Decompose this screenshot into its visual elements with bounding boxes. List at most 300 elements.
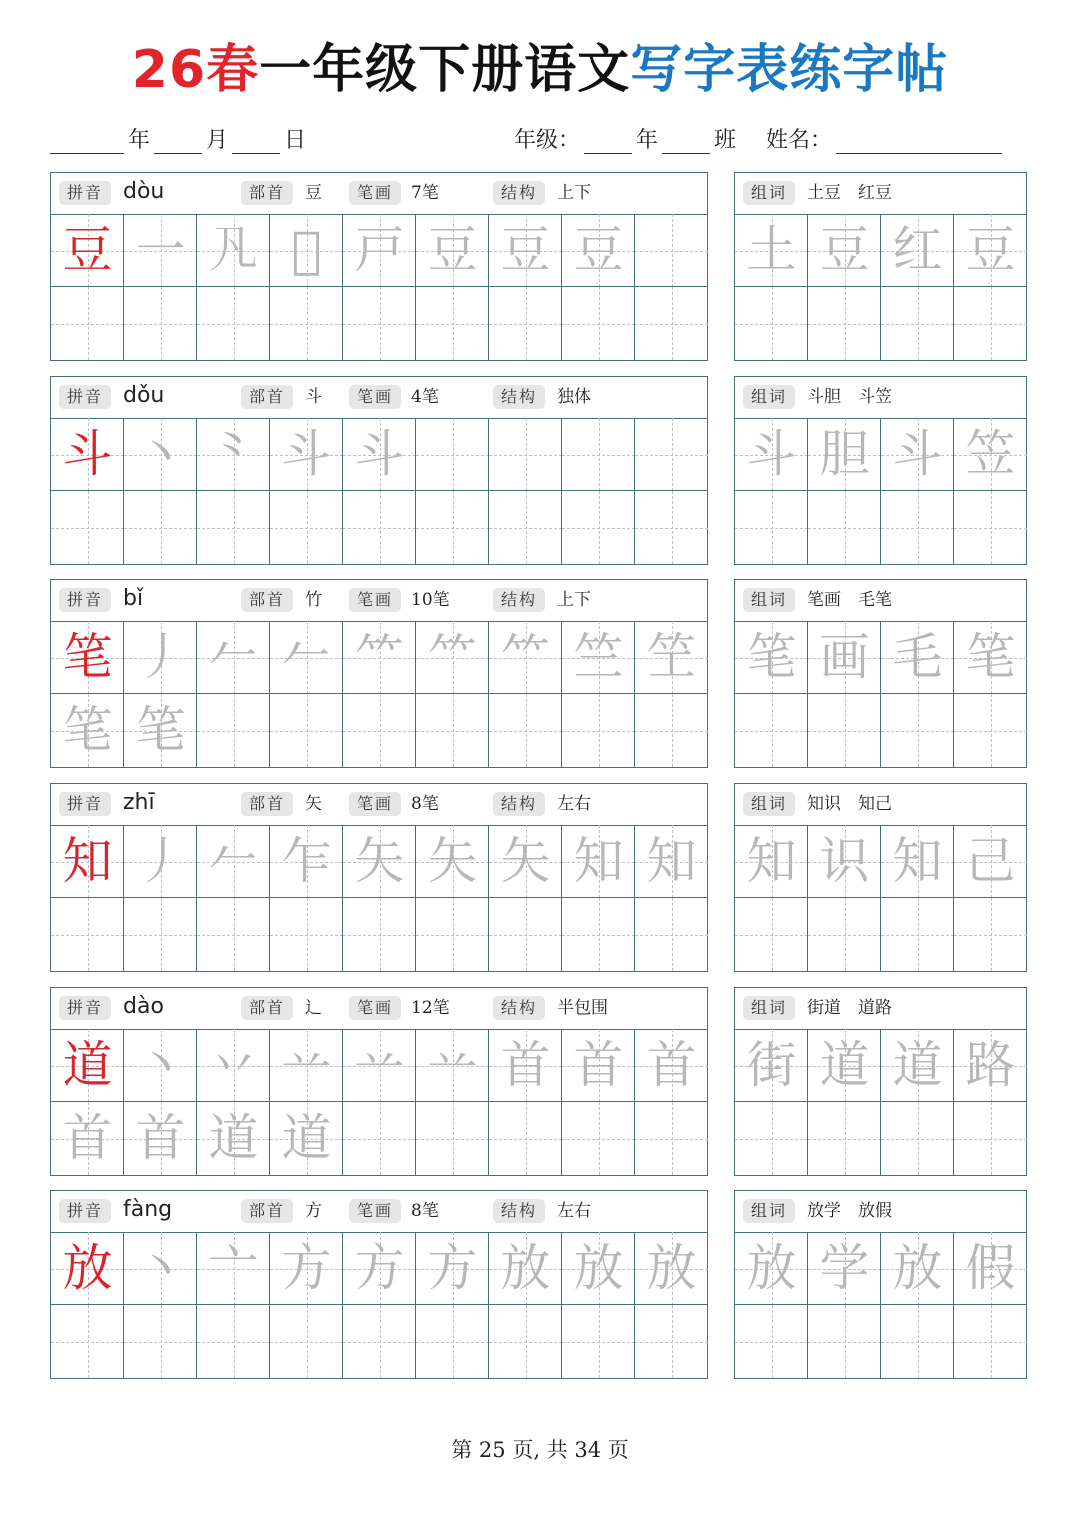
writing-cell[interactable] (954, 621, 1027, 694)
writing-cell[interactable] (562, 1232, 635, 1305)
writing-cell[interactable] (343, 287, 416, 360)
writing-cell[interactable] (197, 621, 270, 694)
writing-cell[interactable] (735, 694, 808, 767)
word-character: 豆 (819, 221, 870, 279)
date-line (50, 118, 306, 154)
writing-cell[interactable] (197, 418, 270, 491)
writing-cell[interactable] (808, 287, 881, 360)
structure-value: 左右 (557, 1201, 591, 1221)
writing-cell[interactable] (51, 1102, 124, 1175)
writing-cell[interactable] (416, 825, 489, 898)
writing-cell[interactable] (416, 1232, 489, 1305)
writing-cell[interactable] (124, 694, 197, 767)
writing-cell[interactable] (489, 621, 562, 694)
writing-cell[interactable] (416, 694, 489, 767)
writing-cell[interactable] (735, 898, 808, 971)
writing-cell[interactable] (562, 214, 635, 287)
writing-cell[interactable] (635, 825, 708, 898)
writing-cell[interactable] (124, 491, 197, 564)
stroke-order-step: 豆 (573, 221, 624, 279)
structure-tag: 结构 (493, 385, 545, 409)
writing-cell[interactable] (635, 1029, 708, 1102)
writing-cell[interactable] (881, 1232, 954, 1305)
character-section (50, 987, 1027, 1176)
writing-cell[interactable] (416, 621, 489, 694)
pinyin-tag: 拼音 (59, 1199, 111, 1223)
writing-cell[interactable] (489, 1305, 562, 1378)
word-header (735, 1191, 1026, 1233)
radical-tag: 部首 (241, 385, 293, 409)
writing-cell[interactable] (808, 491, 881, 564)
writing-cell[interactable] (51, 214, 124, 287)
writing-cell[interactable] (124, 418, 197, 491)
writing-cell[interactable] (416, 491, 489, 564)
writing-cell[interactable] (270, 491, 343, 564)
stroke-order-step: 丷 (208, 1036, 259, 1094)
writing-cell[interactable] (635, 1102, 708, 1175)
pinyin-value: dòu (123, 179, 165, 204)
writing-cell[interactable] (954, 214, 1027, 287)
writing-cell[interactable] (270, 287, 343, 360)
writing-cell[interactable] (489, 287, 562, 360)
stroke-order-step: 丿 (135, 832, 186, 890)
writing-cell[interactable] (343, 491, 416, 564)
writing-cell[interactable] (954, 825, 1027, 898)
radical-value: 斗 (305, 387, 322, 407)
writing-cell[interactable] (881, 1102, 954, 1175)
writing-cell[interactable] (343, 418, 416, 491)
writing-cell[interactable] (808, 1305, 881, 1378)
writing-cell[interactable] (735, 214, 808, 287)
model-character: 放 (62, 1239, 113, 1297)
writing-cell[interactable] (881, 898, 954, 971)
writing-cell[interactable] (343, 1305, 416, 1378)
writing-cell[interactable] (562, 491, 635, 564)
writing-cell[interactable] (954, 287, 1027, 360)
stroke-order-step: 丿 (135, 628, 186, 686)
pinyin-tag: 拼音 (59, 181, 111, 205)
words-tag: 组词 (743, 1199, 795, 1223)
writing-cell[interactable] (881, 214, 954, 287)
words-tag: 组词 (743, 385, 795, 409)
structure-value: 上下 (557, 590, 591, 610)
character-info-header (51, 988, 707, 1030)
writing-cell[interactable] (197, 1029, 270, 1102)
structure-value: 左右 (557, 794, 591, 814)
stroke-order-step: 豆 (427, 221, 478, 279)
page-title (0, 34, 1080, 106)
stroke-order-step: 笔 (62, 701, 113, 759)
word-character: 豆 (965, 221, 1016, 279)
writing-cell[interactable] (489, 418, 562, 491)
writing-cell[interactable] (343, 1102, 416, 1175)
pinyin-tag: 拼音 (59, 996, 111, 1020)
writing-cell[interactable] (51, 694, 124, 767)
writing-cell[interactable] (51, 287, 124, 360)
writing-cell[interactable] (562, 898, 635, 971)
stroke-order-step: 一 (135, 221, 186, 279)
day-blank[interactable] (232, 127, 280, 154)
stroke-order-step: 豆 (500, 221, 551, 279)
radical-value: 豆 (305, 183, 322, 203)
writing-cell[interactable] (635, 214, 708, 287)
writing-cell[interactable] (343, 825, 416, 898)
pinyin-value: dǒu (123, 383, 165, 408)
writing-cell[interactable] (51, 1232, 124, 1305)
pinyin-tag: 拼音 (59, 385, 111, 409)
word-character: 斗 (892, 425, 943, 483)
stroke-order-step: 笔 (135, 701, 186, 759)
structure-tag: 结构 (493, 181, 545, 205)
model-character: 笔 (62, 628, 113, 686)
writing-cell[interactable] (562, 694, 635, 767)
model-character: 道 (62, 1036, 113, 1094)
strokes-value: 10笔 (411, 590, 450, 610)
writing-cell[interactable] (954, 1232, 1027, 1305)
strokes-value: 8笔 (411, 794, 439, 814)
stroke-order-step: 笁 (646, 628, 697, 686)
writing-cell[interactable] (343, 621, 416, 694)
writing-cell[interactable] (270, 825, 343, 898)
word-character: 识 (819, 832, 870, 890)
writing-cell[interactable] (808, 418, 881, 491)
writing-cell[interactable] (197, 491, 270, 564)
writing-cell[interactable] (954, 491, 1027, 564)
writing-cell[interactable] (51, 418, 124, 491)
grade-label: 年级： (514, 128, 581, 153)
stroke-order-step: ⺮ (354, 628, 405, 686)
title-part-1: 26春 (131, 40, 260, 100)
stroke-order-step: ⺮ (500, 628, 551, 686)
writing-cell[interactable] (51, 491, 124, 564)
writing-cell[interactable] (343, 694, 416, 767)
pinyin-tag: 拼音 (59, 792, 111, 816)
word-header (735, 988, 1026, 1030)
writing-cell[interactable] (124, 621, 197, 694)
grid-line (561, 418, 562, 564)
radical-value: 竹 (305, 590, 322, 610)
writing-cell[interactable] (881, 621, 954, 694)
writing-cell[interactable] (808, 1102, 881, 1175)
writing-cell[interactable] (489, 214, 562, 287)
strokes-value: 7笔 (411, 183, 439, 203)
writing-cell[interactable] (562, 287, 635, 360)
stroke-order-step: 首 (135, 1109, 186, 1167)
word-header (735, 173, 1026, 215)
words-tag: 组词 (743, 588, 795, 612)
writing-cell[interactable] (735, 491, 808, 564)
stroke-order-step: 丶 (135, 1239, 186, 1297)
writing-cell[interactable] (489, 1232, 562, 1305)
writing-cell[interactable] (124, 1102, 197, 1175)
writing-cell[interactable] (489, 491, 562, 564)
strokes-tag: 笔画 (349, 385, 401, 409)
character-section (50, 579, 1027, 768)
stroke-order-step: 𠃧 (291, 221, 322, 279)
word-practice-panel (734, 579, 1027, 768)
writing-cell[interactable] (270, 418, 343, 491)
model-character: 知 (62, 832, 113, 890)
radical-tag: 部首 (241, 1199, 293, 1223)
stroke-order-step: 乍 (281, 832, 332, 890)
word-practice-panel (734, 1190, 1027, 1379)
writing-cell[interactable] (635, 491, 708, 564)
writing-cell[interactable] (270, 214, 343, 287)
stroke-order-step: 竺 (573, 628, 624, 686)
writing-cell[interactable] (197, 1102, 270, 1175)
month-blank[interactable] (154, 127, 202, 154)
writing-cell[interactable] (954, 418, 1027, 491)
writing-cell[interactable] (881, 694, 954, 767)
writing-cell[interactable] (197, 287, 270, 360)
writing-cell[interactable] (808, 1029, 881, 1102)
stroke-order-step: 方 (354, 1239, 405, 1297)
writing-cell[interactable] (881, 1305, 954, 1378)
writing-cell[interactable] (197, 825, 270, 898)
grid-line (634, 418, 635, 564)
writing-cell[interactable] (270, 694, 343, 767)
structure-tag: 结构 (493, 996, 545, 1020)
stroke-order-step: 放 (573, 1239, 624, 1297)
strokes-value: 8笔 (411, 1201, 439, 1221)
writing-cell[interactable] (881, 825, 954, 898)
stroke-order-step: 首 (646, 1036, 697, 1094)
stroke-order-step: 知 (573, 832, 624, 890)
month-label: 月 (206, 128, 229, 153)
day-label: 日 (284, 128, 307, 153)
writing-cell[interactable] (735, 1102, 808, 1175)
stroke-order-step: 矢 (427, 832, 478, 890)
student-line (514, 118, 1006, 154)
word-character: 土 (746, 221, 797, 279)
strokes-tag: 笔画 (349, 1199, 401, 1223)
stroke-order-step: ⺮ (427, 628, 478, 686)
stroke-order-step: 知 (646, 832, 697, 890)
stroke-order-step: 𠂉 (208, 628, 259, 686)
writing-cell[interactable] (197, 898, 270, 971)
strokes-tag: 笔画 (349, 996, 401, 1020)
words-value: 土豆 红豆 (807, 183, 892, 203)
writing-cell[interactable] (881, 491, 954, 564)
grade-year-label: 年 (636, 128, 659, 153)
writing-cell[interactable] (124, 1029, 197, 1102)
character-info-header (51, 173, 707, 215)
structure-value: 上下 (557, 183, 591, 203)
word-header (735, 580, 1026, 622)
words-value: 知识 知己 (807, 794, 892, 814)
writing-cell[interactable] (197, 694, 270, 767)
writing-cell[interactable] (808, 1232, 881, 1305)
stroke-order-step: 首 (573, 1036, 624, 1094)
writing-cell[interactable] (489, 1029, 562, 1102)
grade-blank[interactable] (584, 127, 632, 154)
model-character: 斗 (62, 425, 113, 483)
name-blank[interactable] (836, 127, 1002, 154)
writing-cell[interactable] (270, 1232, 343, 1305)
practice-grid-panel (50, 376, 708, 565)
writing-cell[interactable] (808, 621, 881, 694)
practice-grid-panel (50, 1190, 708, 1379)
stroke-order-step: 亠 (208, 1239, 259, 1297)
writing-cell[interactable] (562, 1102, 635, 1175)
word-character: 斗 (746, 425, 797, 483)
stroke-order-step: ⺀ (208, 425, 259, 483)
writing-cell[interactable] (489, 694, 562, 767)
writing-cell[interactable] (562, 418, 635, 491)
character-section (50, 172, 1027, 361)
writing-cell[interactable] (51, 898, 124, 971)
word-practice-panel (734, 376, 1027, 565)
writing-cell[interactable] (124, 214, 197, 287)
word-character: 毛 (892, 628, 943, 686)
structure-tag: 结构 (493, 1199, 545, 1223)
writing-cell[interactable] (881, 418, 954, 491)
writing-cell[interactable] (343, 214, 416, 287)
word-character: 笔 (965, 628, 1016, 686)
writing-cell[interactable] (954, 1305, 1027, 1378)
writing-cell[interactable] (489, 898, 562, 971)
writing-cell[interactable] (270, 898, 343, 971)
structure-tag: 结构 (493, 588, 545, 612)
word-practice-panel (734, 172, 1027, 361)
writing-cell[interactable] (124, 825, 197, 898)
structure-value: 半包围 (557, 998, 608, 1018)
stroke-order-step: 方 (281, 1239, 332, 1297)
writing-cell[interactable] (124, 898, 197, 971)
class-blank[interactable] (662, 127, 710, 154)
writing-cell[interactable] (197, 1232, 270, 1305)
writing-cell[interactable] (197, 214, 270, 287)
writing-cell[interactable] (635, 418, 708, 491)
word-character: 己 (965, 832, 1016, 890)
writing-cell[interactable] (124, 287, 197, 360)
radical-tag: 部首 (241, 181, 293, 205)
writing-cell[interactable] (489, 825, 562, 898)
writing-cell[interactable] (881, 1029, 954, 1102)
writing-cell[interactable] (416, 898, 489, 971)
writing-cell[interactable] (51, 621, 124, 694)
writing-cell[interactable] (635, 621, 708, 694)
word-character: 路 (965, 1036, 1016, 1094)
writing-cell[interactable] (735, 287, 808, 360)
word-character: 放 (746, 1239, 797, 1297)
stroke-order-step: 𠂉 (281, 628, 332, 686)
stroke-order-step: 首 (62, 1109, 113, 1167)
writing-cell[interactable] (735, 825, 808, 898)
stroke-order-step: 矢 (354, 832, 405, 890)
stroke-order-step: 道 (208, 1109, 259, 1167)
writing-cell[interactable] (416, 1102, 489, 1175)
writing-cell[interactable] (808, 694, 881, 767)
writing-cell[interactable] (735, 621, 808, 694)
writing-cell[interactable] (562, 1305, 635, 1378)
word-character: 知 (892, 832, 943, 890)
writing-cell[interactable] (562, 1029, 635, 1102)
writing-cell[interactable] (51, 1305, 124, 1378)
writing-cell[interactable] (635, 694, 708, 767)
stroke-order-step: 丶 (135, 425, 186, 483)
writing-cell[interactable] (416, 418, 489, 491)
writing-cell[interactable] (635, 1305, 708, 1378)
writing-cell[interactable] (881, 287, 954, 360)
writing-cell[interactable] (735, 418, 808, 491)
word-character: 笔 (746, 628, 797, 686)
writing-cell[interactable] (51, 825, 124, 898)
writing-cell[interactable] (954, 1102, 1027, 1175)
writing-cell[interactable] (124, 1305, 197, 1378)
writing-cell[interactable] (562, 825, 635, 898)
writing-cell[interactable] (416, 1029, 489, 1102)
character-section (50, 1190, 1027, 1379)
name-label: 姓名： (766, 128, 833, 153)
stroke-order-step: 𠂉 (208, 832, 259, 890)
writing-cell[interactable] (735, 1029, 808, 1102)
writing-cell[interactable] (635, 287, 708, 360)
pinyin-tag: 拼音 (59, 588, 111, 612)
writing-cell[interactable] (808, 214, 881, 287)
writing-cell[interactable] (270, 621, 343, 694)
stroke-order-step: 𠁽 (208, 221, 259, 279)
pinyin-value: dào (123, 994, 164, 1019)
word-character: 知 (746, 832, 797, 890)
writing-cell[interactable] (954, 1029, 1027, 1102)
writing-cell[interactable] (954, 694, 1027, 767)
stroke-order-step: 斗 (354, 425, 405, 483)
writing-cell[interactable] (735, 1232, 808, 1305)
writing-cell[interactable] (416, 1305, 489, 1378)
strokes-tag: 笔画 (349, 181, 401, 205)
writing-cell[interactable] (635, 1232, 708, 1305)
words-tag: 组词 (743, 996, 795, 1020)
stroke-order-step: 首 (500, 1036, 551, 1094)
writing-cell[interactable] (562, 621, 635, 694)
writing-cell[interactable] (808, 825, 881, 898)
writing-cell[interactable] (735, 1305, 808, 1378)
writing-cell[interactable] (343, 1029, 416, 1102)
writing-cell[interactable] (416, 214, 489, 287)
year-blank[interactable] (50, 127, 124, 154)
character-info-header (51, 377, 707, 419)
practice-grid-panel (50, 579, 708, 768)
year-label: 年 (128, 128, 151, 153)
writing-cell[interactable] (954, 898, 1027, 971)
writing-cell[interactable] (343, 1232, 416, 1305)
writing-cell[interactable] (124, 1232, 197, 1305)
writing-cell[interactable] (197, 1305, 270, 1378)
word-character: 学 (819, 1239, 870, 1297)
words-value: 笔画 毛笔 (807, 590, 892, 610)
word-header (735, 377, 1026, 419)
writing-cell[interactable] (489, 1102, 562, 1175)
writing-cell[interactable] (270, 1102, 343, 1175)
title-part-2: 一年级下册语文 (259, 40, 631, 100)
writing-cell[interactable] (808, 898, 881, 971)
writing-cell[interactable] (270, 1305, 343, 1378)
stroke-order-step: 䒑 (281, 1036, 332, 1094)
pinyin-value: bǐ (123, 586, 144, 611)
writing-cell[interactable] (416, 287, 489, 360)
writing-cell[interactable] (343, 898, 416, 971)
writing-cell[interactable] (51, 1029, 124, 1102)
writing-cell[interactable] (635, 898, 708, 971)
writing-cell[interactable] (270, 1029, 343, 1102)
word-character: 假 (965, 1239, 1016, 1297)
character-section (50, 376, 1027, 565)
radical-tag: 部首 (241, 588, 293, 612)
radical-value: 矢 (305, 794, 322, 814)
radical-tag: 部首 (241, 792, 293, 816)
word-practice-panel (734, 987, 1027, 1176)
